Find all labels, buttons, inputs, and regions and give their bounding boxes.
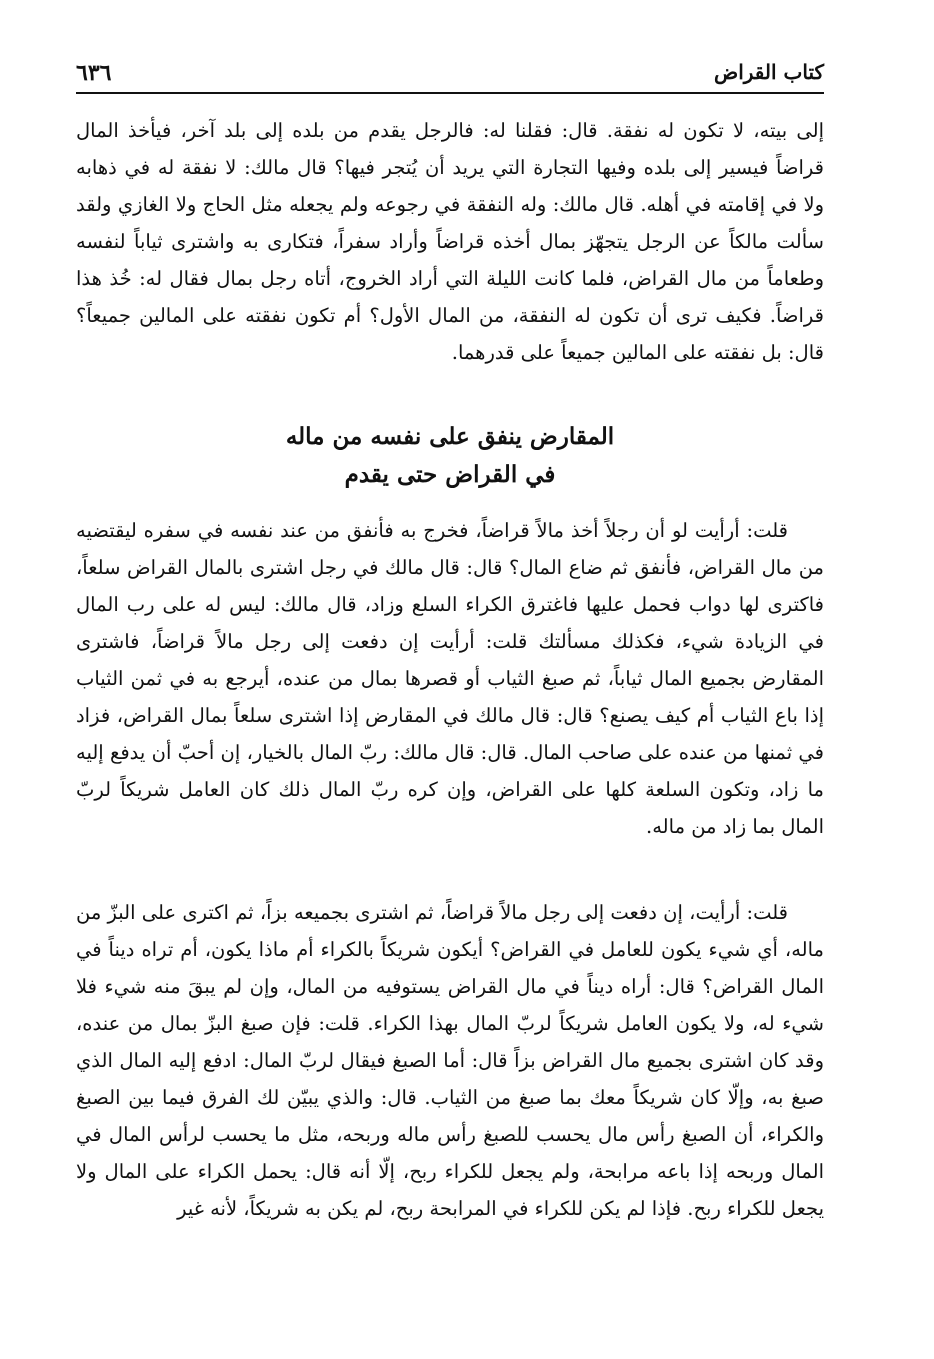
header-rule (76, 92, 824, 94)
running-title: كتاب القراض (714, 60, 824, 84)
paragraph-2 (76, 512, 824, 845)
page-header (76, 56, 824, 96)
paragraph-3 (76, 894, 824, 1227)
page-number: ٦٣٦ (76, 60, 112, 86)
paragraph-text: قلت: أرأيت لو أن رجلاً أخذ مالاً قراضاً، فخرج به فأنفق من عند نفسه في سفره ليقتضيه من مال القراض، فأنفق ثم ضاع المال؟ قال: قال مالك في رجل اشترى بالمال القراض سلعاً، فاكترى لها دواب فحمل عليها فاغترق الكراء السلع وزاد، قال مالك: ليس له على رب المال في الزيادة شيء، فكذلك مسألتك قلت: أرأيت إن دفعت إلى رجل مالاً قراضاً، فاشترى المقارض بجميع المال ثياباً، ثم صبغ الثياب أو قصرها بمال من عنده، أيرجع به في ثمن الثياب إذا باع الثياب أم كيف يصنع؟ قال: قال مالك في المقارض إذا اشترى سلعاً بمال القراض، فزاد في ثمنها من عنده على صاحب المال. قال: قال مالك: ربّ المال بالخيار، إن أحبّ أن يدفع إليه ما زاد، وتكون السلعة كلها على القراض، وإن كره ربّ المال ذلك كان العامل شريكاً لربّ المال بما زاد من ماله. (76, 519, 824, 838)
paragraph-text: إلى بيته، لا تكون له نفقة. قال: فقلنا له: فالرجل يقدم من بلده إلى بلد آخر، فيأخذ المال قراضاً فيسير إلى بلده وفيها التجارة التي يريد أن يُتجر فيها؟ قال مالك: لا نفقة له في ذهابه ولا في إقامته في أهله. قال مالك: وله النفقة في رجوعه ولم يجعله مثل الحاج ولا الغازي ولقد سألت مالكاً عن الرجل يتجهّز بمال أخذه قراضاً وأراد سفراً، فتكارى به واشترى ثياباً لنفسه وطعاماً من مال القراض، فلما كانت الليلة التي أراد الخروج، أتاه رجل بمال فقال له: خُذ هذا قراضاً. فكيف ترى أن تكون له النفقة، من المال الأول؟ أم تكون نفقته على المالين جميعاً؟ قال: بل نفقته على المالين جميعاً على قدرهما. (76, 119, 824, 364)
section-heading-line-1: المقارض ينفق على نفسه من ماله (285, 423, 615, 450)
section-heading-line-2: في القراض حتى يقدم (344, 461, 556, 488)
section-heading (76, 418, 824, 494)
paragraph-text: قلت: أرأيت، إن دفعت إلى رجل مالاً قراضاً، ثم اشترى بجميعه بزاً، ثم اكترى على البزّ من ماله، أي شيء يكون للعامل في القراض؟ أيكون شريكاً بالكراء أم ماذا يكون، أم تراه ديناً في المال القراض؟ قال: أراه ديناً في مال القراض يستوفيه من المال، وإن لم يبقَ منه شيء فلا شيء له، ولا يكون العامل شريكاً لربّ المال بهذا الكراء. قلت: فإن صبغ البزّ بمال من عنده، وقد كان اشترى بجميع مال القراض بزاً قال: أما الصبغ فيقال لربّ المال: ادفع إليه المال الذي صبغ به، وإلّا كان شريكاً معك بما صبغ من الثياب. قال: والذي يبيّن لك الفرق فيما بين الصبغ والكراء، أن الصبغ رأس مال يحسب للصبغ رأس ماله وربحه، مثل ما يحسب لرأس المال في المال وربحه إذا باعه مرابحة، ولم يجعل للكراء ربح، إلّا أنه قال: يحمل الكراء على المال ولا يجعل للكراء ربح. فإذا لم يكن للكراء في المرابحة ربح، لم يكن به شريكاً، لأنه غير (76, 901, 824, 1220)
paragraph-1 (76, 112, 824, 371)
